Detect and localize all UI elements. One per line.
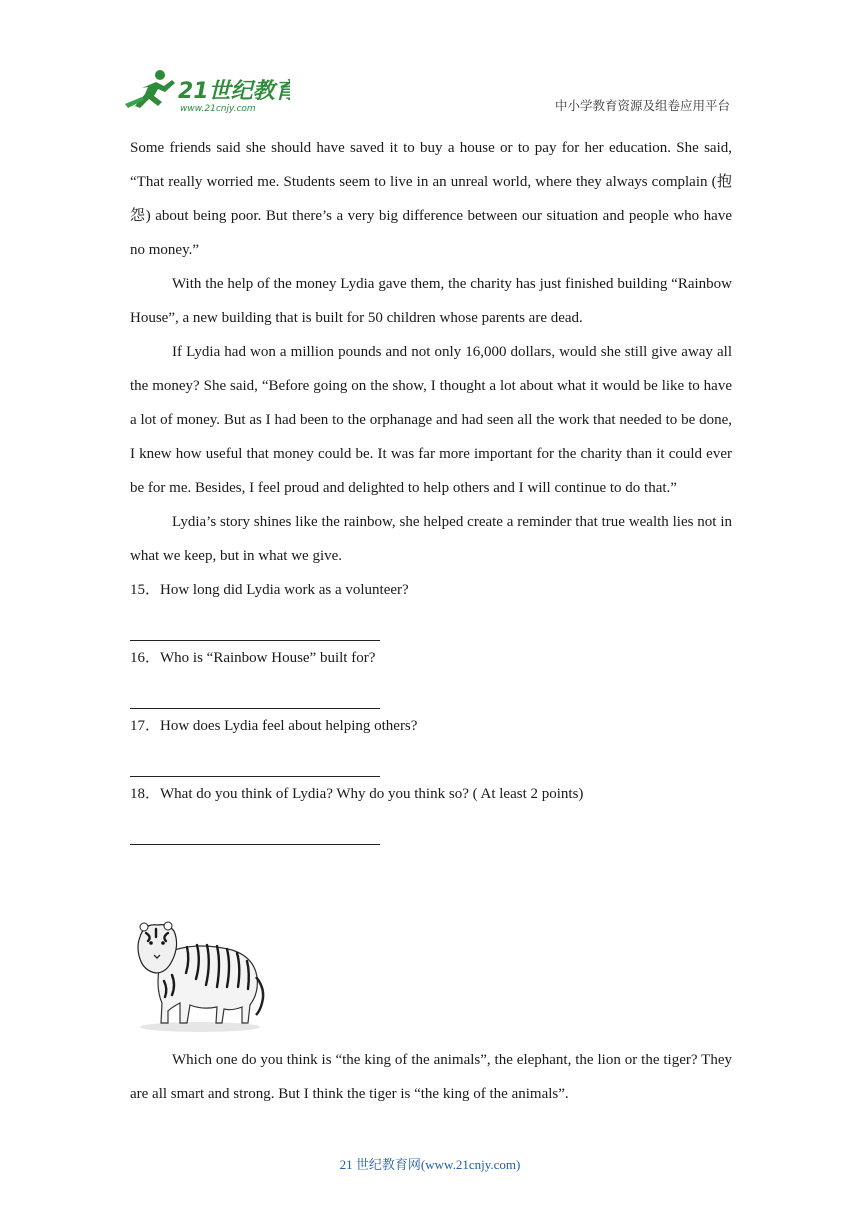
question-15: 15．How long did Lydia work as a volunteer? bbox=[130, 582, 409, 598]
tiger-image bbox=[132, 915, 267, 1037]
question-18: 18．What do you think of Lydia? Why do you think so? ( At least 2 points) bbox=[130, 786, 584, 802]
footer-link[interactable]: 21 世纪教育网(www.21cnjy.com) bbox=[339, 1157, 521, 1172]
logo-url: www.21cnjy.com bbox=[180, 104, 256, 114]
paragraph-4: Lydia’s story shines like the rainbow, she helped create a reminder that true wealth lies not in what we keep, but in what we give. bbox=[130, 514, 732, 564]
tiger-passage-block bbox=[130, 1043, 732, 1111]
question-16: 16．Who is “Rainbow House” built for? bbox=[130, 650, 376, 666]
answer-line-15[interactable] bbox=[130, 607, 380, 641]
logo-text: 21世纪教育 bbox=[178, 79, 290, 104]
paragraph-1: Some friends said she should have saved it to buy a house or to pay for her education. She said, “That really worried me. Students seem to live in an unreal world, where they always complain (抱怨) about being poor. But there’s a very big difference between our situation and people who have no money.” bbox=[130, 140, 732, 258]
site-logo bbox=[120, 66, 290, 116]
header-platform-text: 中小学教育资源及组卷应用平台 bbox=[554, 98, 730, 113]
paragraph-2: With the help of the money Lydia gave them, the charity has just finished building “Rainbow House”, a new building that is built for 50 children whose parents are dead. bbox=[130, 276, 732, 326]
answer-line-18[interactable] bbox=[130, 811, 380, 845]
answer-line-17[interactable] bbox=[130, 743, 380, 777]
answer-line-16[interactable] bbox=[130, 675, 380, 709]
question-17: 17．How does Lydia feel about helping others? bbox=[130, 718, 418, 734]
reading-passage bbox=[130, 131, 732, 845]
paragraph-3: If Lydia had won a million pounds and not only 16,000 dollars, would she still give away all the money? She said, “Before going on the show, I thought a lot about what it would be like to have a lot of money. But as I had been to the orphanage and had seen all the work that needed to be done, I knew how useful that money could be. It was far more important for the charity than it could ever be for me. Besides, I feel proud and delighted to help others and I will continue to do that.” bbox=[130, 344, 732, 496]
tiger-paragraph: Which one do you think is “the king of the animals”, the elephant, the lion or the tiger? They are all smart and strong. But I think the tiger is “the king of the animals”. bbox=[130, 1052, 732, 1102]
